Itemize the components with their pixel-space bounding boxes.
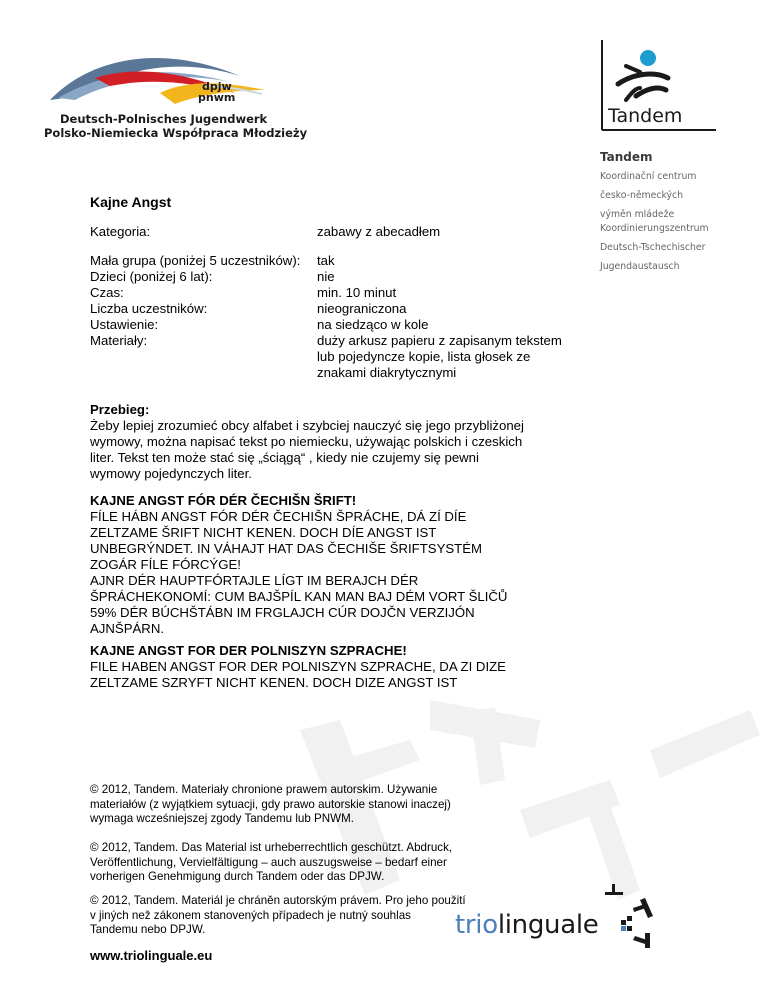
copyright-line: wymaga wcześniejszej zgody Tandemu lub PNWM. [90, 812, 354, 825]
paragraph-line: ZELTZAME SZRYFT NICHT KENEN. DOCH DIZE ANGST IST [90, 675, 458, 690]
copyright-line: © 2012, Tandem. Materiały chronione prawem autorskim. Używanie [90, 783, 438, 796]
kategoria-label: Kategoria: [90, 224, 151, 239]
paragraph-line: UNBEGRÝNDET. IN VÁHAJT HAT DAS ČECHIŠE ŠRIFTSYSTÉM [90, 541, 483, 556]
copyright-line: Tandemu nebo DPJW. [90, 923, 206, 936]
triolinguale-wordmark [455, 910, 599, 940]
copyright-line: v jiných než zákonem stanovených případech je nutný souhlas [90, 908, 411, 922]
paragraph-line: FÍLE HÁBN ANGST FÓR DÉR ČECHIŠN ŠPRÁCHE, DÁ ZÍ DÍE [90, 509, 467, 524]
sidebar-de-line: Jugendaustausch [600, 261, 680, 272]
przebieg-paragraph [90, 418, 590, 482]
meta-value: na siedząco w kole [317, 317, 429, 332]
tandem-logo [596, 38, 720, 138]
sidebar-name: Tandem [600, 150, 653, 164]
meta-value: tak [317, 253, 335, 268]
meta-label: Liczba uczestników: [90, 301, 208, 316]
kategoria-value: zabawy z abecadłem [317, 224, 441, 239]
sidebar-cz-text [600, 167, 696, 224]
copyright-pl [90, 783, 490, 827]
copyright-cz [90, 894, 490, 938]
document-title: Kajne Angst [90, 194, 172, 210]
tandem-logo-text: Tandem [608, 105, 683, 127]
paragraph-line: ZELTZAME ŠRIFT NICHT KENEN. DOCH DÍE ANGST IST [90, 525, 437, 540]
meta-value: duży arkusz papieru z zapisanym tekstem lub pojedyncze kopie, lista głosek ze znakami diakrytycznymi [317, 333, 562, 380]
sidebar-cz-line: česko-německých [600, 190, 683, 201]
meta-value: nieograniczona [317, 301, 407, 316]
meta-label: Czas: [90, 285, 124, 300]
website-link[interactable]: www.triolinguale.eu [90, 948, 213, 963]
meta-label: Ustawienie: [90, 317, 159, 332]
paragraph-line: liter. Tekst ten może stać się „ściągą“ , kiedy nie czujemy się pewni [90, 450, 479, 465]
sidebar-de-line: Koordinierungszentrum [600, 223, 709, 234]
meta-labels [90, 253, 300, 349]
paragraph-line: wymowy pojedynczych liter. [90, 466, 252, 481]
dpjw-code-1: dpjw [202, 80, 232, 93]
meta-label: Materiały: [90, 333, 148, 348]
przebieg-heading: Przebieg: [90, 402, 150, 417]
copyright-de [90, 841, 490, 885]
meta-value: nie [317, 269, 335, 284]
copyright-line: materiałów (z wyjątkiem sytuacji, gdy prawo autorskie stanowi inaczej) [90, 797, 451, 811]
dpjw-code-2: pnwm [198, 91, 236, 104]
polish-section-heading: KAJNE ANGST FOR DER POLNISZYN SZPRACHE! [90, 643, 407, 658]
copyright-line: © 2012, Tandem. Materiál je chráněn autorským právem. Pro jeho použití [90, 894, 466, 907]
tandem-dot-icon [640, 50, 656, 66]
copyright-line: vorherigen Genehmigung durch Tandem oder das DPJW. [90, 870, 385, 883]
paragraph-line: AJNR DÉR HAUPTFÓRTAJLE LÍGT IM BERAJCH DÉR [90, 573, 419, 588]
sidebar-cz-line: výměn mládeže [600, 209, 675, 220]
linguale-part: linguale [497, 910, 599, 940]
dpjw-name-de: Deutsch-Polnisches Jugendwerk [60, 112, 268, 126]
meta-value: min. 10 minut [317, 285, 397, 300]
sidebar-de-line: Deutsch-Tschechischer [600, 242, 706, 253]
dpjw-name-pl: Polsko-Niemiecka Współpraca Młodzieży [44, 126, 308, 140]
paragraph-line: 59% DÉR BÚCHŠTÁBN IM FRGLAJCH CÚR DOJČN VERZIJÓN [90, 605, 475, 620]
paragraph-line: AJNŠPÁRN. [90, 621, 165, 636]
polish-section-text [90, 659, 570, 691]
czech-section-heading: KAJNE ANGST FÓR DÉR ČECHIŠN ŠRIFT! [90, 493, 357, 508]
paragraph-line: Żeby lepiej zrozumieć obcy alfabet i szybciej nauczyć się jego przybliżonej [90, 418, 524, 433]
copyright-line: Veröffentlichung, Vervielfältigung – auch auszugsweise – bedarf einer [90, 855, 447, 869]
meta-label: Dzieci (poniżej 6 lat): [90, 269, 213, 284]
paragraph-line: ŠPRÁCHEKONOMÍ: CUM BAJŠPÍL KAN MAN BAJ DÉM VORT ŠLIČŮ [90, 589, 508, 604]
czech-section-text [90, 509, 550, 637]
sidebar-de-text [600, 219, 709, 276]
paragraph-line: FILE HABEN ANGST FOR DER POLNISZYN SZPRACHE, DA ZI DIZE [90, 659, 506, 674]
trio-part: trio [455, 910, 498, 940]
copyright-line: © 2012, Tandem. Das Material ist urheberrechtlich geschützt. Abdruck, [90, 841, 453, 854]
meta-label: Mała grupa (poniżej 5 uczestników): [90, 253, 301, 268]
paragraph-line: ZOGÁR FÍLE FÓRCÝGE! [90, 557, 241, 572]
sidebar-cz-line: Koordinační centrum [600, 171, 697, 182]
paragraph-line: wymowy, można napisać tekst po niemiecku, używając polskich i czeskich [90, 434, 523, 449]
meta-values [317, 253, 577, 381]
